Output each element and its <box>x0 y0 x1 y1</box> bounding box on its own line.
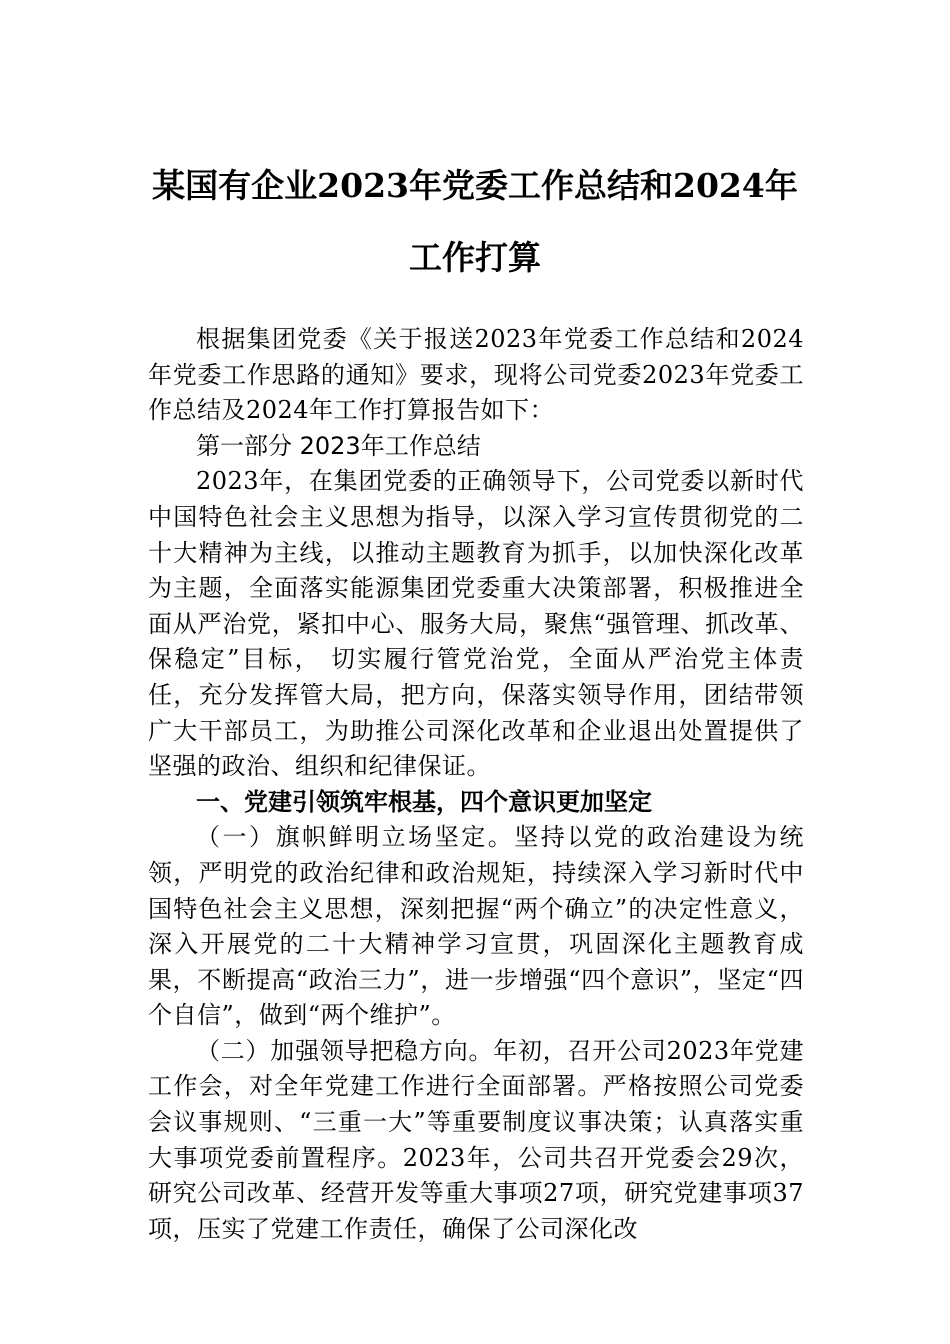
document-title <box>120 150 830 294</box>
section1-heading: 一、党建引领筑牢根基，四个意识更加坚定 <box>196 787 652 816</box>
title-line-1: 某国有企业2023年党委工作总结和2024年 <box>152 166 798 205</box>
title-line-2: 工作打算 <box>409 238 541 277</box>
part1-heading: 第一部分 2023年工作总结 <box>196 431 481 460</box>
intro-paragraph: 根据集团党委《关于报送2023年党委工作总结和2024年党委工作思路的通知》要求，现将公司党委2023年党委工作总结及2024年工作打算报告如下： <box>148 325 804 425</box>
document-body <box>148 322 804 1247</box>
part1-paragraph: 2023年，在集团党委的正确领导下，公司党委以新时代中国特色社会主义思想为指导，以深入学习宣传贯彻党的二十大精神为主线，以推动主题教育为抓手，以加快深化改革为主题，全面落实能源集团党委重大决策部署，积极推进全面从严治党，紧扣中心、服务大局，聚焦“强管理、抓改革、保稳定”目标， 切实履行管党治党，全面从严治党主体责任，充分发挥管大局，把方向，保落实领导作用，团结带领广大干部员工，为助推公司深化改革和企业退出处置提供了坚强的政治、组织和纪律保证。 <box>148 467 804 781</box>
subsection2-paragraph: （二）加强领导把稳方向。年初，召开公司2023年党建工作会，对全年党建工作进行全面部署。严格按照公司党委会议事规则、“三重一大”等重要制度议事决策；认真落实重大事项党委前置程序。2023年，公司共召开党委会29次，研究公司改革、经营开发等重大事项27项，研究党建事项37项，压实了党建工作责任，确保了公司深化改 <box>148 1036 804 1243</box>
subsection1-paragraph: （一）旗帜鲜明立场坚定。坚持以党的政治建设为统领，严明党的政治纪律和政治规矩，持续深入学习新时代中国特色社会主义思想，深刻把握“两个确立”的决定性意义，深入开展党的二十大精神学习宣贯，巩固深化主题教育成果，不断提高“政治三力”，进一步增强“四个意识”，坚定“四个自信”，做到“两个维护”。 <box>148 823 804 1030</box>
